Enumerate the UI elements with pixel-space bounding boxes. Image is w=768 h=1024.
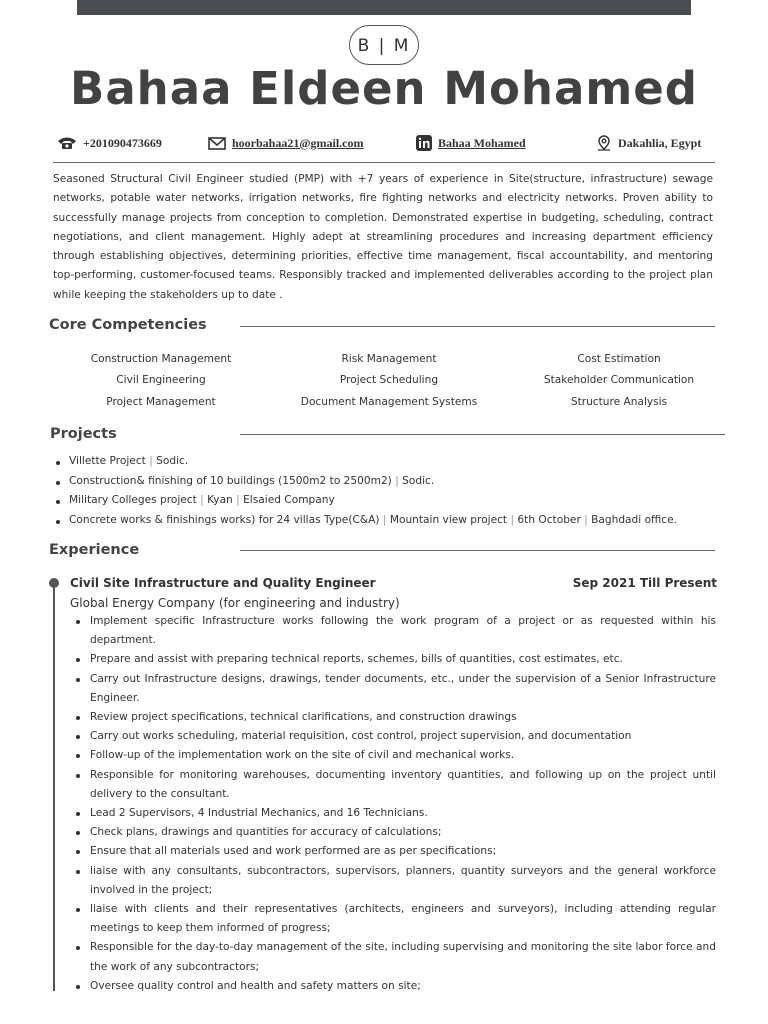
list-item: Construction& finishing of 10 buildings (1500m2 to 2500m2) | Sodic. (53, 472, 677, 492)
list-item: Oversee quality control and health and safety matters on site; (73, 977, 716, 996)
project-detail: Sodic. (156, 455, 189, 467)
list-item: Carry out Infrastructure designs, drawings, tender documents, etc., under the supervision of a Senior Infrastructure Engineer. (73, 670, 716, 708)
project-detail: Mountain view project (389, 513, 508, 526)
duties-list (73, 612, 716, 996)
job-date: Sep 2021 Till Present (572, 576, 717, 590)
contact-linkedin[interactable] (416, 133, 526, 153)
competency-item: Cost Estimation (577, 353, 661, 365)
competency-item: Project Management (106, 396, 216, 408)
list-item: Review project specifications, technical clarifications, and construction drawings (73, 708, 716, 727)
email-link[interactable]: hoorbahaa21@gmail.com (232, 135, 364, 150)
list-item: Responsible for monitoring warehouses, documenting inventory quantities, and following up on the project until delivery to the consultant. (73, 766, 716, 804)
email-icon (208, 137, 226, 150)
timeline-line (53, 581, 55, 991)
contact-phone (57, 133, 162, 153)
competency-item: Construction Management (90, 353, 232, 365)
competencies-divider (240, 326, 715, 327)
competency-item: Project Scheduling (339, 374, 439, 386)
list-item: Follow-up of the implementation work on the site of civil and mechanical works. (73, 746, 716, 765)
competency-item: Civil Engineering (116, 374, 206, 386)
candidate-name: Bahaa Eldeen Mohamed (70, 62, 698, 115)
list-item: Carry out works scheduling, material requisition, cost control, project supervision, and documentation (73, 727, 716, 746)
list-item: Concrete works & finishings works) for 24 villas Type(C&A) | Mountain view project | 6th October | Baghdadi office. (53, 511, 677, 531)
competencies-heading: Core Competencies (49, 317, 207, 333)
contact-email[interactable] (208, 133, 364, 153)
location-text: Dakahlia, Egypt (618, 135, 702, 150)
project-detail: Baghdadi office. (591, 513, 678, 526)
project-detail: Kyan (207, 494, 233, 506)
header-divider (53, 162, 715, 163)
competency-item: Risk Management (341, 353, 437, 365)
projects-divider (240, 434, 725, 435)
company-name: Global Energy Company (for engineering and industry) (70, 596, 400, 610)
project-name: Construction& finishing of 10 buildings (1500m2 to 2500m2) (69, 474, 392, 487)
list-item: Prepare and assist with preparing technical reports, schemes, bills of quantities, cost estimates, etc. (73, 650, 716, 669)
experience-divider (240, 550, 715, 551)
timeline-dot (49, 578, 59, 588)
projects-list (53, 452, 677, 530)
project-name: Military Colleges project (69, 494, 197, 506)
project-name: Concrete works & finishings works) for 24 villas Type(C&A) (69, 513, 380, 526)
list-item: Implement specific Infrastructure works following the work program of a project or as requested within his department. (73, 612, 716, 650)
list-item: Lead 2 Supervisors, 4 Industrial Mechanics, and 16 Technicians. (73, 804, 716, 823)
projects-heading: Projects (50, 426, 117, 442)
job-title: Civil Site Infrastructure and Quality Engineer (70, 576, 376, 590)
project-name: Villette Project (69, 455, 146, 467)
phone-icon (57, 136, 77, 150)
project-detail: Sodic. (402, 474, 435, 487)
phone-number: +201090473669 (83, 135, 162, 150)
header-bar (77, 0, 691, 15)
list-item: liaise with clients and their representatives (architects, engineers and surveyors), including attending regular meetings to keep them informed of progress; (73, 900, 716, 938)
project-detail: Elsaied Company (243, 494, 335, 506)
list-item: Responsible for the day-to-day management of the site, including supervising and monitoring the site labor force and the work of any subcontractors; (73, 938, 716, 976)
competency-item: Document Management Systems (300, 396, 478, 408)
list-item: Check plans, drawings and quantities for accuracy of calculations; (73, 823, 716, 842)
project-detail: 6th October (517, 513, 581, 526)
location-pin-icon (596, 135, 612, 151)
professional-summary: Seasoned Structural Civil Engineer studied (PMP) with +7 years of experience in Site(structure, infrastructure) sewage networks, potable water networks, irrigation networks, fire fighting networks and electricity networks. Proven ability to successfully manage projects from conception to completion. Demonstrated expertise in budgeting, scheduling, contract negotiations, and client management. Highly adept at streamlining procedures and increasing department efficiency through establishing objectives, determining priorities, effective time management, fiscal accountability, and mentoring top-performing, customer-focused teams. Responsibly tracked and implemented deliverables according to the project plan while keeping the stakeholders up to date . (53, 173, 713, 301)
linkedin-icon (416, 135, 432, 151)
list-item: Ensure that all materials used and work performed are as per specifications; (73, 842, 716, 861)
competency-item: Structure Analysis (570, 396, 668, 408)
contact-location (596, 133, 701, 153)
list-item: Military Colleges project | Kyan | Elsaied Company (53, 491, 677, 511)
list-item: liaise with any consultants, subcontractors, supervisors, planners, quantity surveyors and the general workforce involved in the project; (73, 862, 716, 900)
experience-heading: Experience (49, 542, 140, 558)
linkedin-link[interactable]: Bahaa Mohamed (438, 135, 526, 150)
list-item: Villette Project | Sodic. (53, 452, 677, 472)
monogram-badge: B | M (349, 25, 419, 65)
competency-item: Stakeholder Communication (543, 374, 695, 386)
